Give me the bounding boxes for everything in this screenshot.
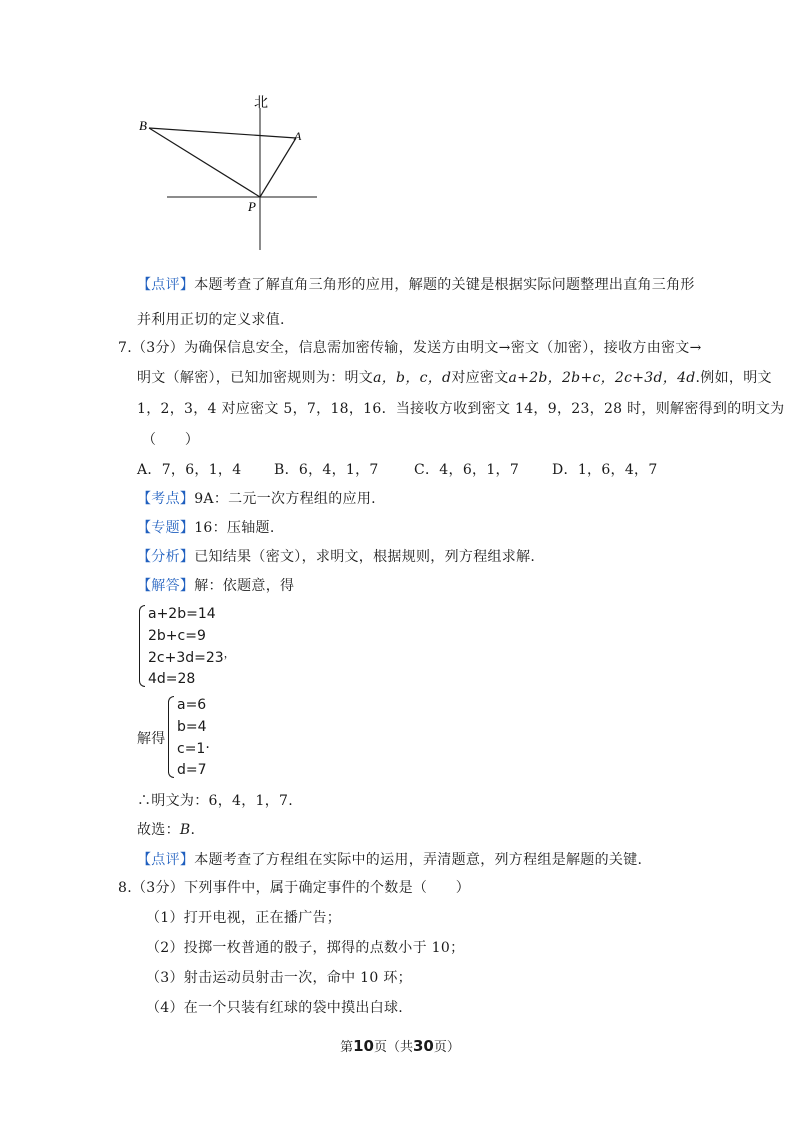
zhuanti <box>137 518 275 538</box>
q7-text: 对应密文 <box>451 370 509 386</box>
system2-brace <box>168 696 174 778</box>
zhuanti-tag: 【专题】 <box>137 520 195 536</box>
kaodian <box>137 489 376 509</box>
jieda <box>137 576 294 596</box>
system1-eq3-text: 2c+3d=23 <box>148 650 224 666</box>
jieda-tag: 【解答】 <box>137 578 195 594</box>
system1-eq3 <box>148 649 235 668</box>
option-d: D．1，6，4，7 <box>552 462 658 478</box>
q8-item-4: （4）在一个只装有红球的袋中摸出白球. <box>146 1000 404 1016</box>
page-number: 10 <box>353 1037 374 1055</box>
review-tag: 【点评】 <box>137 852 195 868</box>
q8-item-1: （1）打开电视，正在播广告； <box>146 910 342 926</box>
choice-end: . <box>190 822 196 838</box>
system1-eq4: 4d=28 <box>148 671 196 687</box>
jieda-text: 解：依题意，得 <box>194 578 295 594</box>
system1-brace <box>139 605 145 687</box>
system1-eq2: 2b+c=9 <box>148 628 206 644</box>
q6-review <box>137 275 695 295</box>
segment-ap <box>260 138 296 197</box>
system2-eq1: a=6 <box>177 697 207 713</box>
choice-text: 故选： <box>137 822 180 838</box>
footer-text: 页） <box>433 1040 460 1055</box>
system1-eq1: a+2b=14 <box>148 606 216 622</box>
kaodian-text: 9A：二元一次方程组的应用. <box>194 491 376 507</box>
q7-stem-line1: 7.（3分）为确保信息安全，信息需加密传输，发送方由明文→密文（加密），接收方由密文→ <box>118 340 702 356</box>
review-text: 本题考查了解直角三角形的应用，解题的关键是根据实际问题整理出直角三角形 <box>194 277 695 293</box>
system2-eq4: d=7 <box>177 762 207 778</box>
system2-eq3-text: c=1 <box>177 741 206 757</box>
conclusion: ∴明文为：6，4，1，7. <box>137 793 293 809</box>
option-c: C．4，6，1，7 <box>414 462 520 478</box>
q8-item-3: （3）射击运动员射击一次，命中 10 环； <box>146 970 412 986</box>
kaodian-tag: 【考点】 <box>137 491 195 507</box>
fenxi-text: 已知结果（密文），求明文，根据规则，列方程组求解. <box>194 549 536 565</box>
fenxi <box>137 547 535 567</box>
page-footer <box>0 1036 800 1055</box>
segment-ba <box>149 128 296 138</box>
system2-mark: . <box>205 736 210 752</box>
q7-text: .例如，明文 <box>695 370 772 386</box>
point-p-label: P <box>248 199 256 214</box>
fenxi-tag: 【分析】 <box>137 549 195 565</box>
q7-review <box>137 850 642 870</box>
q7-stem-line2 <box>137 368 772 388</box>
point-a-label: A <box>294 129 302 143</box>
review-text: 本题考查了方程组在实际中的运用，弄清题意，列方程组是解题的关键. <box>194 852 643 868</box>
option-a: A．7，6，1，4 <box>137 462 242 478</box>
q8-stem: 8.（3分）下列事件中，属于确定事件的个数是（ ） <box>118 880 471 896</box>
choice <box>137 820 195 840</box>
q6-review-cont: 并利用正切的定义求值. <box>137 312 285 328</box>
q7-codes: a+2b，2b+c，2c+3d，4d <box>508 370 696 386</box>
choice-letter: B <box>179 822 191 838</box>
system2-eq2: b=4 <box>177 719 207 735</box>
q7-text: 明文（解密），已知加密规则为：明文 <box>137 370 374 386</box>
review-tag: 【点评】 <box>137 277 195 293</box>
geometry-figure <box>130 88 340 258</box>
q7-stem-line3: 1，2，3，4 对应密文 5，7，18，16．当接收方收到密文 14，9，23，28 时，则解密得到的明文为 <box>137 401 785 417</box>
system1-mark: ， <box>223 647 235 660</box>
q7-stem-line4: （ ） <box>142 432 200 448</box>
zhuanti-text: 16：压轴题. <box>194 520 275 536</box>
q7-vars: a，b，c，d <box>373 370 452 386</box>
north-label: 北 <box>254 96 268 111</box>
option-b: B．6，4，1，7 <box>274 462 379 478</box>
q8-item-2: （2）投掷一枚普通的骰子，掷得的点数小于 10； <box>146 940 465 956</box>
footer-text: 页（共 <box>373 1040 413 1055</box>
footer-text: 第 <box>340 1040 354 1055</box>
segment-bp <box>149 128 260 197</box>
system2-eq3 <box>177 736 210 758</box>
page-total: 30 <box>413 1037 434 1055</box>
jiede-label: 解得 <box>137 731 166 747</box>
point-b-label: B <box>139 118 147 133</box>
